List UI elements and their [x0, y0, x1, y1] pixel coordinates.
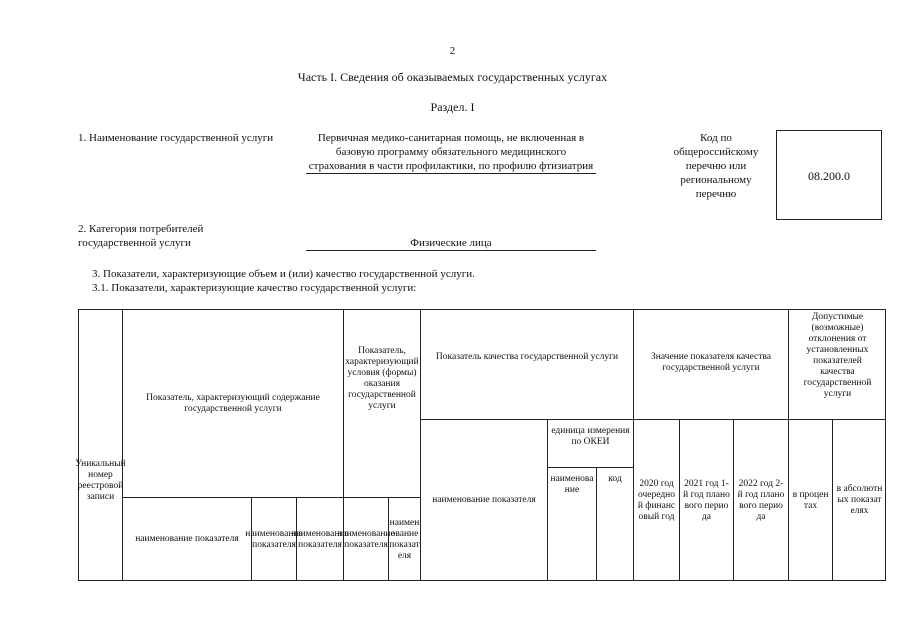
- quality-indicator-name-col: [420, 419, 547, 581]
- okei-name-col: [547, 467, 596, 581]
- quality-indicator-name-text: наименование показателя: [432, 495, 536, 505]
- year-2022-text: 2022 год 2-й год планового периода: [737, 478, 785, 522]
- deviations-text: Допустимые (возможные) отклонения от установленных показателей качества государственной услуги: [803, 312, 872, 399]
- deviations-header: [788, 309, 886, 419]
- content-indicator-header: [122, 309, 343, 497]
- unique-number-header: [75, 309, 126, 581]
- service-name-value: Первичная медико-санитарная помощь, не включенная в базовую программу обязательного медицинского страхования в части профилактики, по профилю фтизиатрия: [306, 131, 596, 174]
- year-2021-col: [679, 419, 733, 581]
- year-2022-col: [733, 419, 788, 581]
- content-indicator-name-col: [122, 497, 251, 581]
- in-percent-col: [788, 419, 832, 581]
- okei-name-text: наименование: [550, 474, 594, 495]
- content-name-col-1-text: наименование показателя: [245, 528, 303, 550]
- page-number: 2: [449, 45, 456, 57]
- in-percent-text: в процентах: [792, 489, 829, 511]
- content-name-col-1: [245, 497, 303, 581]
- quality-indicator-text: Показатель качества государственной услуги: [435, 352, 619, 362]
- year-2020-text: 2020 год очередной финансовый год: [637, 478, 676, 522]
- condition-indicator-text: Показатель, характеризующий условия (формы) оказания государственной услуги: [345, 346, 419, 411]
- registry-code-value: 08.200.0: [808, 169, 850, 183]
- part-title: Часть I. Сведения об оказываемых государственных услугах: [297, 70, 608, 84]
- registry-code-label: Код по общероссийскому перечню или региональному перечню: [673, 132, 759, 200]
- condition-name-col-1: [337, 497, 395, 581]
- section-title: Раздел. I: [430, 100, 475, 114]
- okei-code-text: код: [608, 474, 622, 484]
- okei-unit-text: единица измерения по ОКЕИ: [551, 426, 630, 447]
- condition-indicator-header: [343, 309, 420, 497]
- registry-code-box: [776, 130, 882, 220]
- in-absolute-text: в абсолютных показателях: [836, 484, 883, 516]
- consumers-label: 2. Категория потребителей государственной услуги: [78, 223, 204, 249]
- okei-unit-header: [547, 419, 633, 467]
- content-indicator-text: Показатель, характеризующий содержание государственной услуги: [146, 392, 320, 414]
- quality-heading: 3.1. Показатели, характеризующие качество государственной услуги:: [92, 282, 417, 294]
- condition-name-col-2-text: наименование показателя: [389, 517, 420, 561]
- quality-value-text: Значение показателя качества государственной услуги: [650, 352, 772, 373]
- quality-indicator-header: [420, 309, 633, 419]
- quality-value-header: [633, 309, 788, 419]
- condition-name-col-2: [388, 497, 420, 581]
- in-absolute-col: [832, 419, 886, 581]
- content-name-col-2-text: наименование показателя: [291, 528, 349, 550]
- okei-code-col: [596, 467, 633, 581]
- condition-name-col-1-text: наименование показателя: [337, 528, 395, 550]
- content-indicator-name-text: наименование показателя: [135, 534, 239, 544]
- unique-number-text: Уникальный номер реестровой записи: [75, 458, 126, 502]
- quality-table: [75, 309, 886, 581]
- service-name-label: 1. Наименование государственной услуги: [78, 132, 274, 144]
- year-2021-text: 2021 год 1-й год планового периода: [683, 478, 730, 522]
- year-2020-col: [633, 419, 679, 581]
- indicators-heading: 3. Показатели, характеризующие объем и (или) качество государственной услуги.: [92, 268, 475, 280]
- content-name-col-2: [291, 497, 349, 581]
- consumers-value: Физические лица: [306, 236, 596, 251]
